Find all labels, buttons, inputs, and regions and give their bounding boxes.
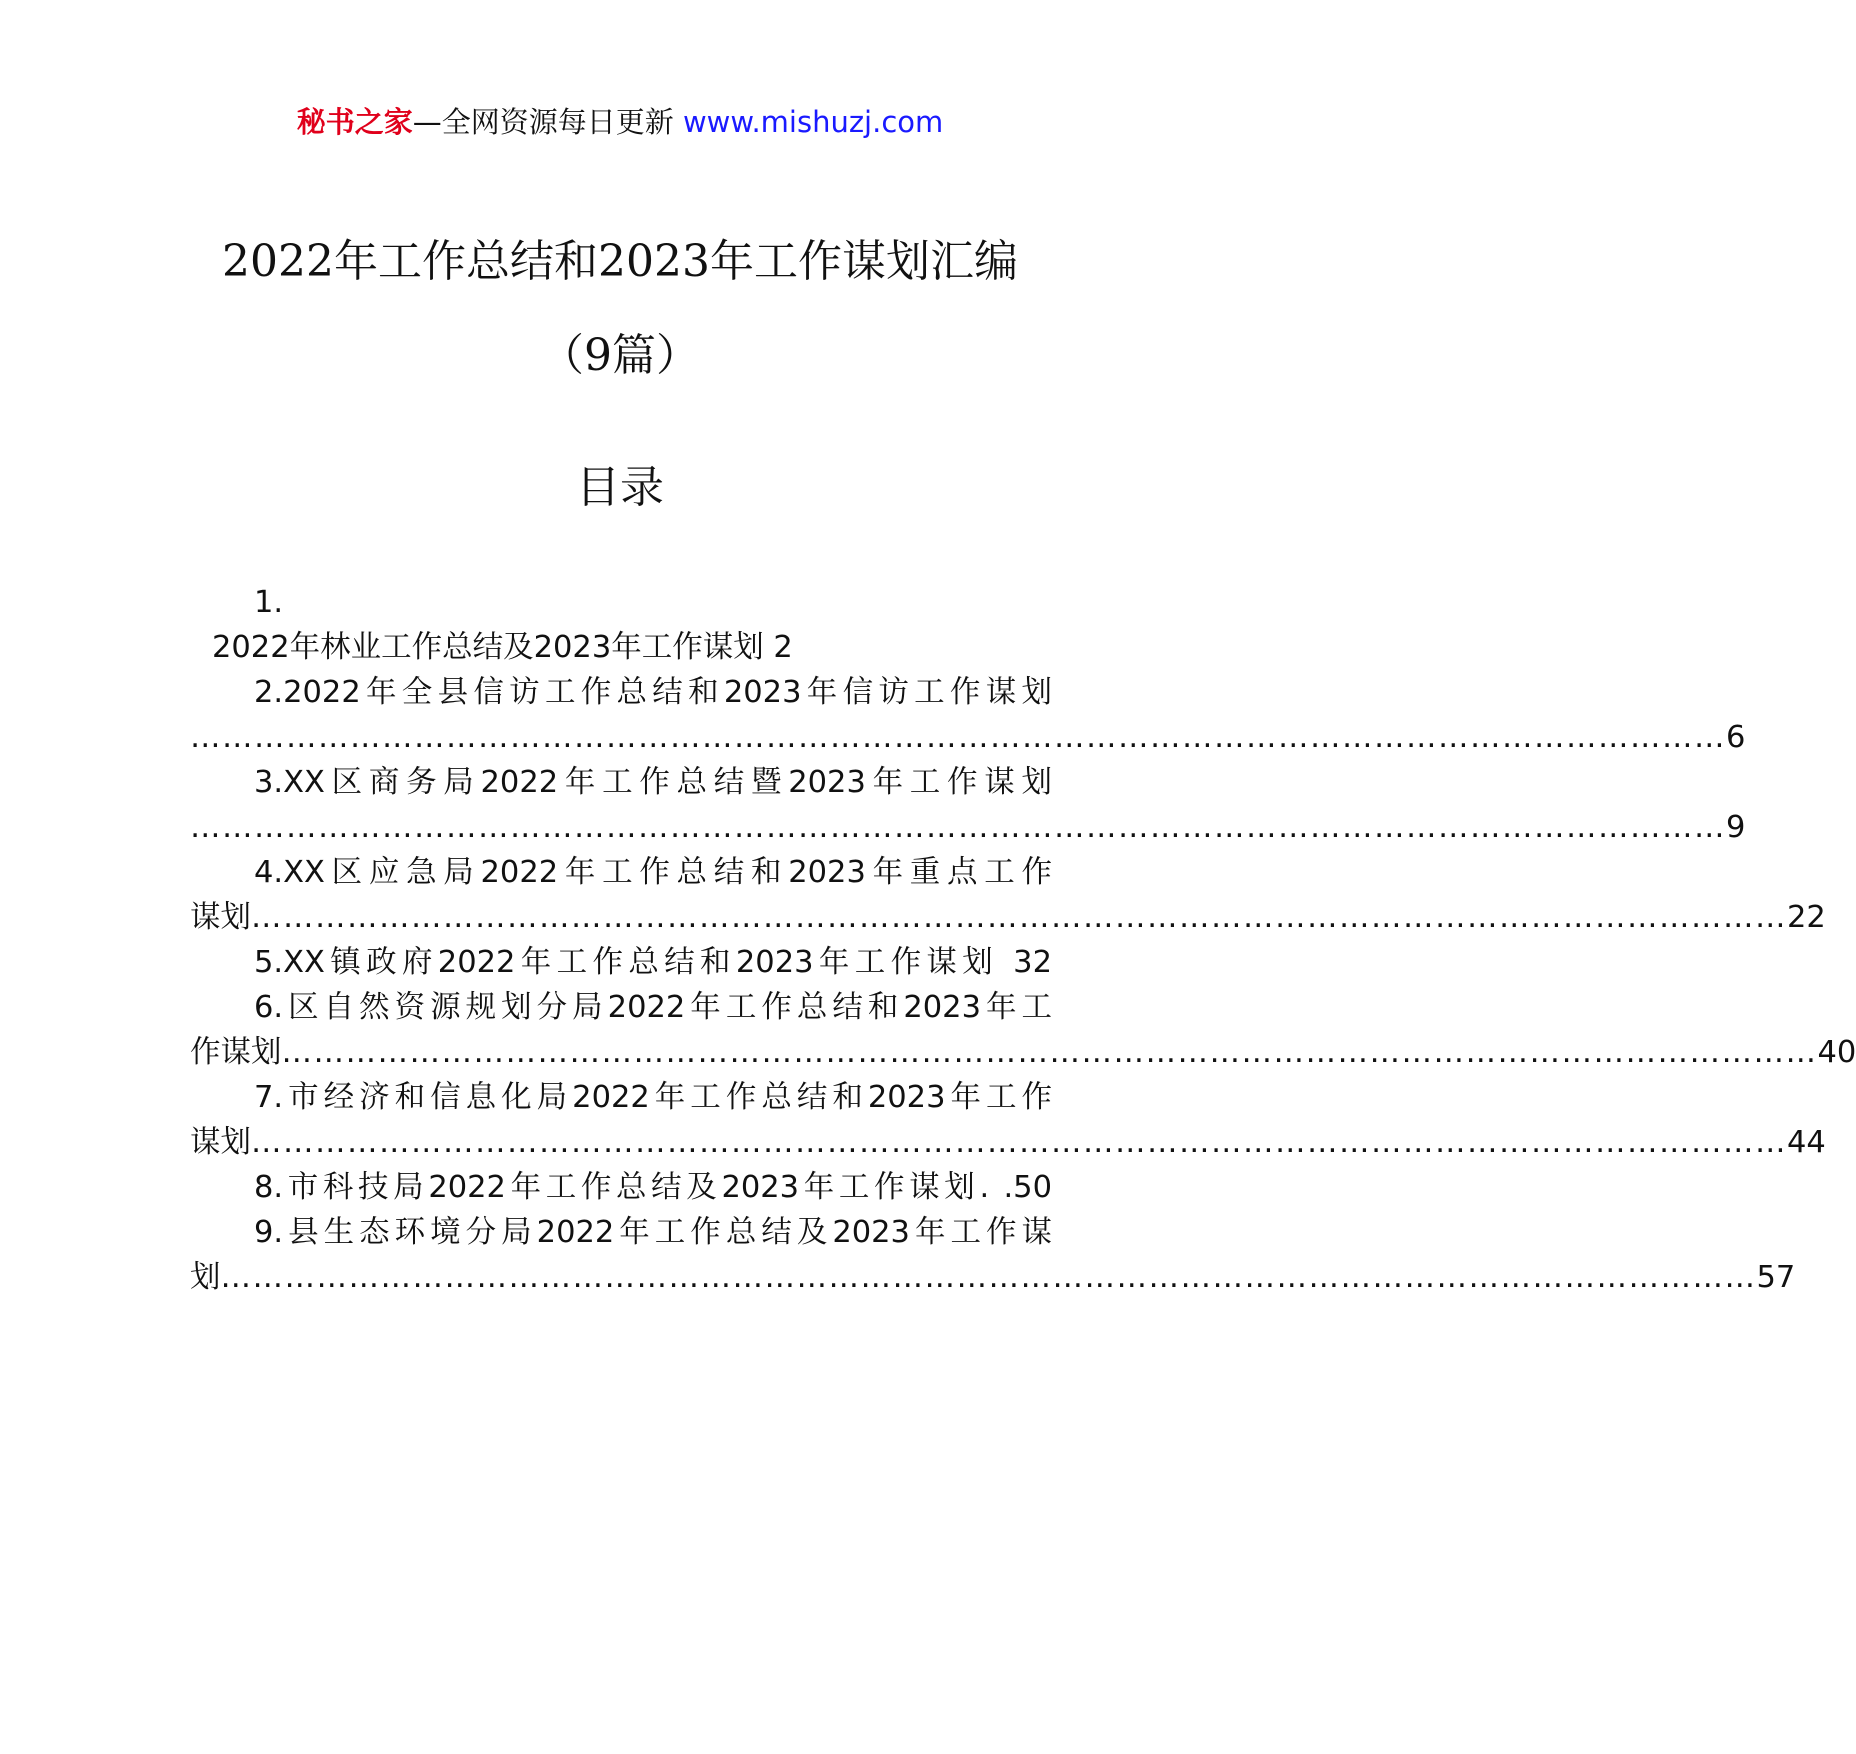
- toc-entry-8-title[interactable]: 8.市科技局2022年工作总结及2023年工作谋划. .50: [254, 1170, 1052, 1205]
- site-slogan: —全网资源每日更新: [412, 105, 683, 139]
- dot-leader: ………………………………………………………………………………………………………………………………: [251, 900, 1787, 935]
- toc-entry-2-leader[interactable]: [190, 715, 1746, 760]
- toc-entry-3-leader[interactable]: [190, 805, 1746, 850]
- brand-name: 秘书之家: [296, 105, 413, 139]
- toc-entry-4-continuation: 谋划: [190, 900, 251, 935]
- toc-entry-4-title[interactable]: 4.XX区应急局2022年工作总结和2023年重点工作: [254, 855, 1052, 890]
- toc-entry-1-number[interactable]: 1.: [254, 585, 284, 620]
- toc-entry-3-title[interactable]: 3.XX区商务局2022年工作总结暨2023年工作谋划: [254, 765, 1052, 800]
- page-number: 57: [1756, 1260, 1796, 1295]
- toc-entry-7-title[interactable]: 7.市经济和信息化局2022年工作总结和2023年工作: [254, 1080, 1052, 1115]
- table-of-contents: [190, 580, 1856, 1300]
- page-number: 22: [1787, 900, 1826, 935]
- toc-heading: 目录: [576, 462, 664, 513]
- dot-leader: ………………………………………………………………………………………………………………………………: [251, 1125, 1787, 1160]
- page-number: 9: [1726, 810, 1746, 845]
- toc-entry-9-title[interactable]: 9.县生态环境分局2022年工作总结及2023年工作谋: [254, 1215, 1052, 1250]
- toc-entry-4-leader[interactable]: [190, 895, 1826, 940]
- toc-entry-6-title[interactable]: 6.区自然资源规划分局2022年工作总结和2023年工: [254, 990, 1052, 1025]
- dot-leader: ………………………………………………………………………………………………………………………………: [281, 1035, 1818, 1070]
- site-header: [0, 100, 1240, 144]
- document-title: 2022年工作总结和2023年工作谋划汇编: [222, 236, 1018, 287]
- toc-entry-1-title[interactable]: 2022年林业工作总结及2023年工作谋划 2: [212, 630, 793, 665]
- dot-leader: ………………………………………………………………………………………………………………………………: [190, 810, 1726, 845]
- document-subtitle: （9篇）: [540, 330, 700, 381]
- dot-leader: ………………………………………………………………………………………………………………………………: [220, 1260, 1757, 1295]
- toc-entry-9-leader[interactable]: [190, 1255, 1796, 1300]
- site-url-link[interactable]: www.mishuzj.com: [682, 105, 944, 139]
- toc-entry-9-continuation: 划: [190, 1260, 221, 1295]
- toc-entry-2-title[interactable]: 2.2022年全县信访工作总结和2023年信访工作谋划: [254, 675, 1052, 710]
- dot-leader: ………………………………………………………………………………………………………………………………: [190, 720, 1726, 755]
- page-number: 6: [1726, 720, 1746, 755]
- toc-entry-6-leader[interactable]: [190, 1030, 1856, 1075]
- toc-entry-5-title[interactable]: 5.XX镇政府2022年工作总结和2023年工作谋划 32: [254, 945, 1052, 980]
- page-number: 40: [1817, 1035, 1856, 1070]
- page-number: 44: [1787, 1125, 1826, 1160]
- toc-entry-7-continuation: 谋划: [190, 1125, 251, 1160]
- toc-entry-7-leader[interactable]: [190, 1120, 1826, 1165]
- toc-entry-6-continuation: 作谋划: [190, 1035, 282, 1070]
